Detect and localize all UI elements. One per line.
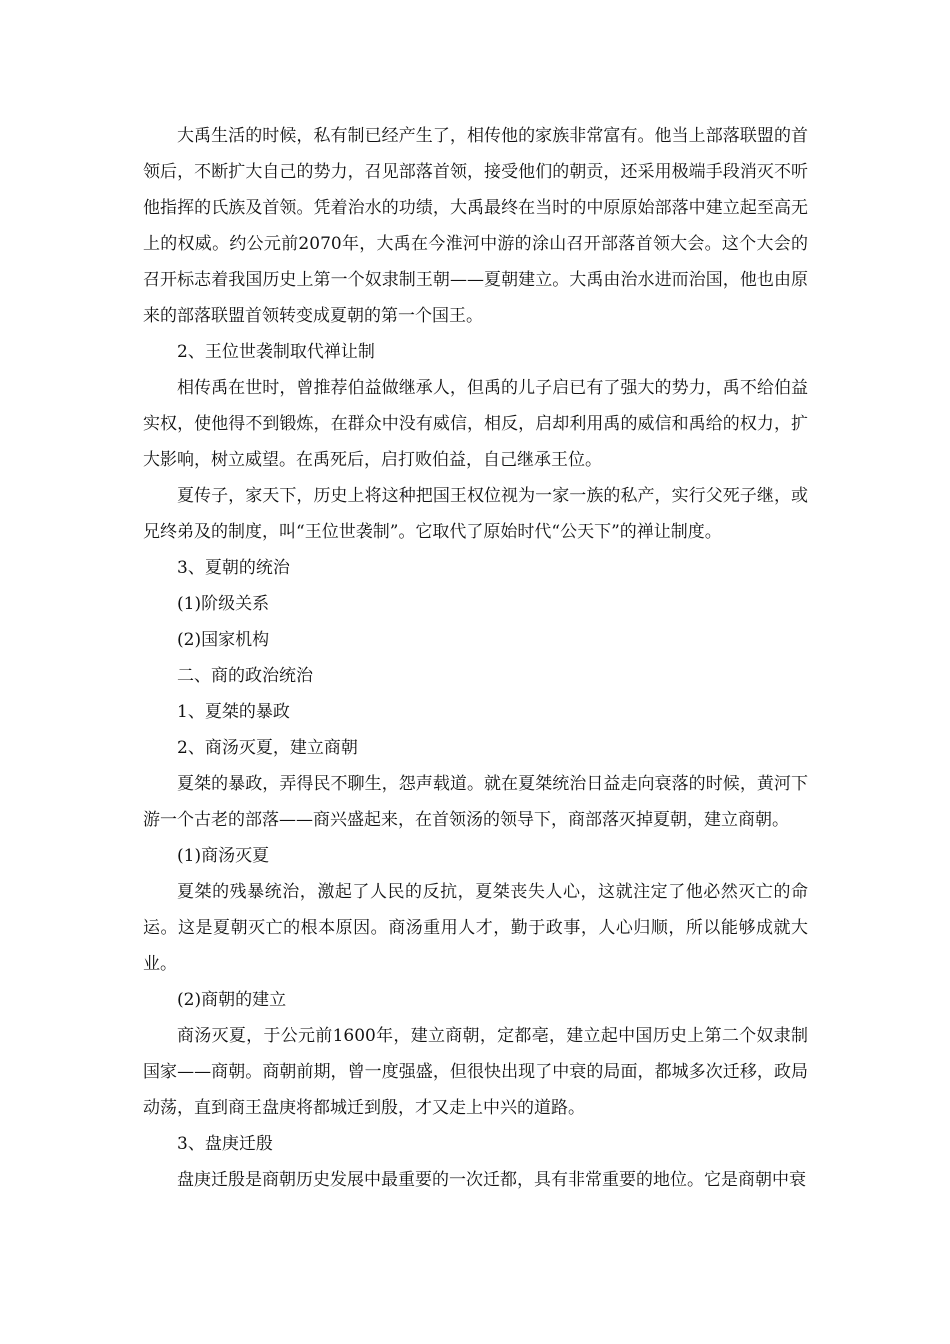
heading-state-institutions: (2)国家机构 [177, 630, 270, 650]
heading-tang-founds-shang: 2、商汤灭夏，建立商朝 [177, 738, 358, 758]
paragraph-xia-fall-cause: 夏桀的残暴统治，激起了人民的反抗，夏桀丧失人心，这就注定了他必然灭亡的命运。这是夏朝灭亡的根本原因。商汤重用人才，勤于政事，人心归顺，所以能够成就大业。 [143, 882, 808, 974]
heading-hereditary-succession: 2、王位世袭制取代禅让制 [177, 342, 375, 362]
document-body [143, 118, 808, 1198]
heading-jie-tyranny: 1、夏桀的暴政 [177, 702, 290, 722]
heading-class-relations: (1)阶级关系 [177, 594, 270, 614]
paragraph-qi-succession: 相传禹在世时，曾推荐伯益做继承人，但禹的儿子启已有了强大的势力，禹不给伯益实权，使他得不到锻炼，在群众中没有威信，相反，启却利用禹的威信和禹给的权力，扩大影响，树立威望。在禹死后，启打败伯益，自己继承王位。 [143, 378, 808, 470]
heading-tang-conquers-xia: (1)商汤灭夏 [177, 846, 270, 866]
heading-shang-politics: 二、商的政治统治 [177, 666, 313, 686]
heading-pangeng-move: 3、盘庚迁殷 [177, 1134, 273, 1154]
paragraph-jie-tyranny: 夏桀的暴政，弄得民不聊生，怨声载道。就在夏桀统治日益走向衰落的时候，黄河下游一个古老的部落——商兴盛起来，在首领汤的领导下，商部落灭掉夏朝，建立商朝。 [143, 774, 808, 830]
paragraph-shang-founding: 商汤灭夏，于公元前1600年，建立商朝，定都亳，建立起中国历史上第二个奴隶制国家——商朝。商朝前期，曾一度强盛，但很快出现了中衰的局面，都城多次迁移，政局动荡，直到商王盘庚将都城迁到殷，才又走上中兴的道路。 [143, 1026, 808, 1118]
paragraph-dayu-rise: 大禹生活的时候，私有制已经产生了，相传他的家族非常富有。他当上部落联盟的首领后，不断扩大自己的势力，召见部落首领，接受他们的朝贡，还采用极端手段消灭不听他指挥的氏族及首领。凭着治水的功绩，大禹最终在当时的中原原始部落中建立起至高无上的权威。约公元前2070年，大禹在今淮河中游的涂山召开部落首领大会。这个大会的召开标志着我国历史上第一个奴隶制王朝——夏朝建立。大禹由治水进而治国，他也由原来的部落联盟首领转变成夏朝的第一个国王。 [143, 126, 808, 326]
heading-shang-founding: (2)商朝的建立 [177, 990, 287, 1010]
heading-xia-rule: 3、夏朝的统治 [177, 558, 290, 578]
paragraph-pangeng-move: 盘庚迁殷是商朝历史发展中最重要的一次迁都，具有非常重要的地位。它是商朝中衰 [177, 1170, 806, 1190]
paragraph-xia-family-rule: 夏传子，家天下，历史上将这种把国王权位视为一家一族的私产，实行父死子继，或兄终弟及的制度，叫“王位世袭制”。它取代了原始时代“公天下”的禅让制度。 [143, 486, 808, 542]
